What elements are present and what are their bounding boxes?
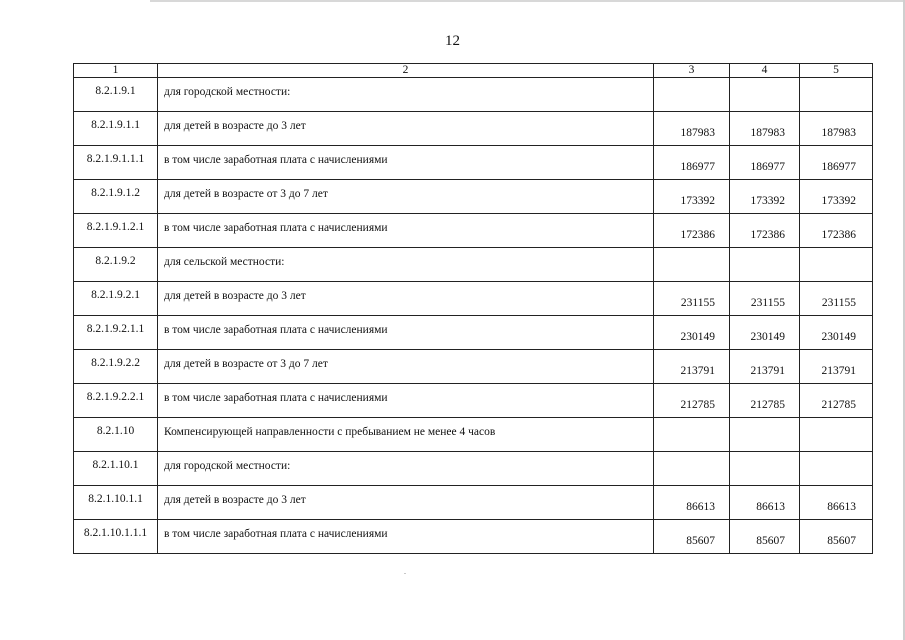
row-value-col4: 212785 bbox=[730, 384, 800, 418]
row-name: для детей в возрасте от 3 до 7 лет bbox=[158, 180, 654, 214]
row-value-col4: 213791 bbox=[730, 350, 800, 384]
row-code: 8.2.1.9.1.1.1 bbox=[74, 146, 158, 180]
row-name: для городской местности: bbox=[158, 78, 654, 112]
row-name: в том числе заработная плата с начислениями bbox=[158, 384, 654, 418]
row-value-col3: 231155 bbox=[654, 282, 730, 316]
table-row bbox=[74, 146, 873, 180]
row-value-col3: 230149 bbox=[654, 316, 730, 350]
row-value-col5 bbox=[800, 418, 873, 452]
row-value-col3 bbox=[654, 452, 730, 486]
row-value-col4 bbox=[730, 78, 800, 112]
table-row bbox=[74, 282, 873, 316]
row-code: 8.2.1.9.1.2 bbox=[74, 180, 158, 214]
row-name: в том числе заработная плата с начислениями bbox=[158, 520, 654, 554]
row-name: для детей в возрасте до 3 лет bbox=[158, 282, 654, 316]
row-value-col4 bbox=[730, 452, 800, 486]
row-value-col4: 172386 bbox=[730, 214, 800, 248]
row-value-col3: 187983 bbox=[654, 112, 730, 146]
row-value-col4: 86613 bbox=[730, 486, 800, 520]
row-value-col4: 85607 bbox=[730, 520, 800, 554]
row-code: 8.2.1.9.1.1 bbox=[74, 112, 158, 146]
row-value-col5 bbox=[800, 248, 873, 282]
row-value-col5: 85607 bbox=[800, 520, 873, 554]
row-name: для городской местности: bbox=[158, 452, 654, 486]
column-header-2: 2 bbox=[158, 64, 654, 78]
row-value-col3 bbox=[654, 248, 730, 282]
row-value-col3: 86613 bbox=[654, 486, 730, 520]
row-value-col4 bbox=[730, 418, 800, 452]
row-value-col4: 187983 bbox=[730, 112, 800, 146]
row-value-col5: 231155 bbox=[800, 282, 873, 316]
row-value-col4: 231155 bbox=[730, 282, 800, 316]
header-row bbox=[74, 64, 873, 78]
data-table bbox=[73, 63, 873, 554]
row-code: 8.2.1.10 bbox=[74, 418, 158, 452]
row-value-col4: 230149 bbox=[730, 316, 800, 350]
row-value-col5 bbox=[800, 452, 873, 486]
row-code: 8.2.1.9.1.2.1 bbox=[74, 214, 158, 248]
row-code: 8.2.1.10.1.1 bbox=[74, 486, 158, 520]
row-name: Компенсирующей направленности с пребыванием не менее 4 часов bbox=[158, 418, 654, 452]
table-row bbox=[74, 384, 873, 418]
table-row bbox=[74, 418, 873, 452]
column-header-3: 3 bbox=[654, 64, 730, 78]
column-header-4: 4 bbox=[730, 64, 800, 78]
row-value-col5: 187983 bbox=[800, 112, 873, 146]
row-value-col5: 212785 bbox=[800, 384, 873, 418]
row-code: 8.2.1.9.2 bbox=[74, 248, 158, 282]
row-value-col5: 186977 bbox=[800, 146, 873, 180]
table-row bbox=[74, 316, 873, 350]
row-value-col3 bbox=[654, 418, 730, 452]
row-name: для детей в возрасте до 3 лет bbox=[158, 112, 654, 146]
table-row bbox=[74, 486, 873, 520]
row-code: 8.2.1.10.1 bbox=[74, 452, 158, 486]
row-code: 8.2.1.9.2.2.1 bbox=[74, 384, 158, 418]
row-value-col5 bbox=[800, 78, 873, 112]
row-value-col5: 172386 bbox=[800, 214, 873, 248]
row-value-col3: 173392 bbox=[654, 180, 730, 214]
page-number: 12 bbox=[445, 33, 460, 49]
row-name: в том числе заработная плата с начислениями bbox=[158, 214, 654, 248]
table-row bbox=[74, 112, 873, 146]
row-value-col5: 230149 bbox=[800, 316, 873, 350]
scan-edge-top bbox=[150, 0, 905, 2]
row-name: для сельской местности: bbox=[158, 248, 654, 282]
row-value-col3: 212785 bbox=[654, 384, 730, 418]
table-row bbox=[74, 452, 873, 486]
row-code: 8.2.1.9.2.1 bbox=[74, 282, 158, 316]
table-row bbox=[74, 78, 873, 112]
row-value-col4: 186977 bbox=[730, 146, 800, 180]
scan-speck bbox=[404, 573, 406, 574]
row-code: 8.2.1.9.2.2 bbox=[74, 350, 158, 384]
row-code: 8.2.1.10.1.1.1 bbox=[74, 520, 158, 554]
row-value-col3 bbox=[654, 78, 730, 112]
row-name: в том числе заработная плата с начислениями bbox=[158, 316, 654, 350]
table-row bbox=[74, 350, 873, 384]
row-value-col5: 173392 bbox=[800, 180, 873, 214]
row-value-col4: 173392 bbox=[730, 180, 800, 214]
row-value-col4 bbox=[730, 248, 800, 282]
row-name: для детей в возрасте от 3 до 7 лет bbox=[158, 350, 654, 384]
column-header-5: 5 bbox=[800, 64, 873, 78]
row-value-col3: 172386 bbox=[654, 214, 730, 248]
row-code: 8.2.1.9.2.1.1 bbox=[74, 316, 158, 350]
row-name: в том числе заработная плата с начислениями bbox=[158, 146, 654, 180]
column-header-1: 1 bbox=[74, 64, 158, 78]
row-value-col5: 86613 bbox=[800, 486, 873, 520]
row-code: 8.2.1.9.1 bbox=[74, 78, 158, 112]
row-value-col3: 85607 bbox=[654, 520, 730, 554]
row-value-col5: 213791 bbox=[800, 350, 873, 384]
row-value-col3: 213791 bbox=[654, 350, 730, 384]
table-row bbox=[74, 520, 873, 554]
table-row bbox=[74, 180, 873, 214]
row-name: для детей в возрасте до 3 лет bbox=[158, 486, 654, 520]
table-row bbox=[74, 248, 873, 282]
table-row bbox=[74, 214, 873, 248]
row-value-col3: 186977 bbox=[654, 146, 730, 180]
